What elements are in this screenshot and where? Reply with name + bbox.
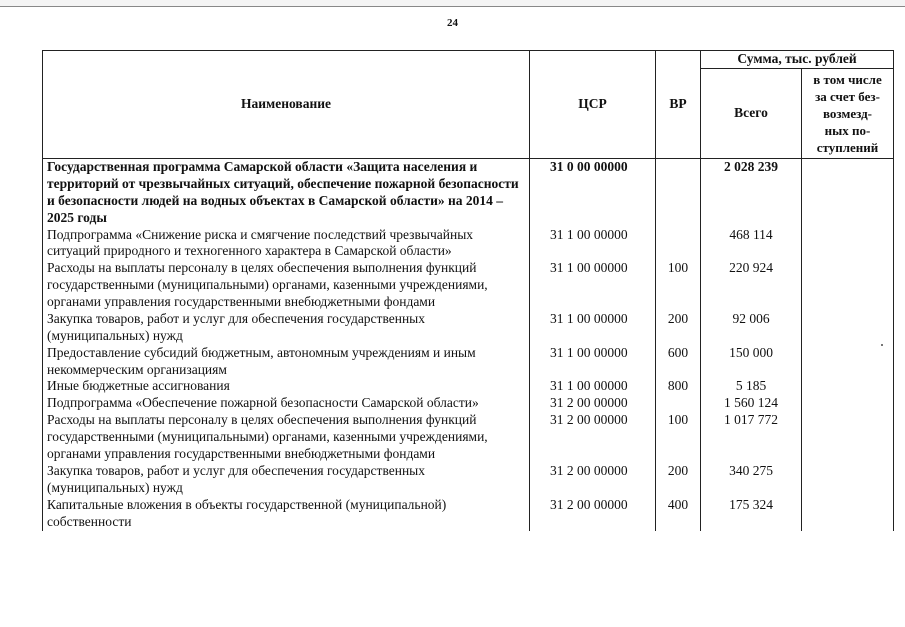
table-row [43, 227, 894, 261]
row-name: Подпрограмма «Обеспечение пожарной безопасности Самарской области» [43, 395, 530, 412]
header-total: Всего [701, 69, 802, 159]
row-including [802, 159, 894, 227]
row-vr [656, 395, 701, 412]
header-including-line: в том числе [813, 72, 882, 87]
header-vr: ВР [656, 51, 701, 159]
row-including [802, 260, 894, 311]
row-vr: 200 [656, 463, 701, 497]
row-vr [656, 159, 701, 227]
row-csr: 31 2 00 00000 [530, 497, 656, 531]
row-vr: 400 [656, 497, 701, 531]
table-row [43, 497, 894, 531]
table-row [43, 395, 894, 412]
scan-speck [881, 344, 883, 346]
row-name: Государственная программа Самарской области «Защита населения и территорий от чрезвычайных ситуаций, обеспечение пожарной безопасности и безопасности людей на водных объектах в Самарской области» на 2014 – 2025 годы [43, 159, 530, 227]
row-total: 150 000 [701, 345, 802, 379]
header-including-line: возмезд- [823, 106, 872, 121]
row-total: 468 114 [701, 227, 802, 261]
scan-top-edge [0, 0, 905, 7]
row-csr: 31 1 00 00000 [530, 227, 656, 261]
row-name: Иные бюджетные ассигнования [43, 378, 530, 395]
row-including [802, 378, 894, 395]
row-name: Закупка товаров, работ и услуг для обеспечения государственных (муниципальных) нужд [43, 463, 530, 497]
row-including [802, 345, 894, 379]
header-including [802, 69, 894, 159]
row-csr: 31 2 00 00000 [530, 395, 656, 412]
row-csr: 31 2 00 00000 [530, 463, 656, 497]
row-total: 92 006 [701, 311, 802, 345]
row-including [802, 497, 894, 531]
row-csr: 31 2 00 00000 [530, 412, 656, 463]
row-including [802, 227, 894, 261]
table-row [43, 378, 894, 395]
header-including-line: ступлений [816, 140, 879, 155]
row-vr: 100 [656, 260, 701, 311]
table-row [43, 412, 894, 463]
header-including-line: за счет без- [815, 89, 880, 104]
row-name: Подпрограмма «Снижение риска и смягчение последствий чрезвычайных ситуаций природного и техногенного характера в Самарской области» [43, 227, 530, 261]
row-total: 220 924 [701, 260, 802, 311]
row-vr: 800 [656, 378, 701, 395]
row-name: Закупка товаров, работ и услуг для обеспечения государственных (муниципальных) нужд [43, 311, 530, 345]
table-row [43, 463, 894, 497]
row-vr: 100 [656, 412, 701, 463]
header-sum-group: Сумма, тыс. рублей [701, 51, 894, 69]
header-csr: ЦСР [530, 51, 656, 159]
row-including [802, 395, 894, 412]
table-body [43, 159, 894, 531]
row-csr: 31 1 00 00000 [530, 311, 656, 345]
row-vr: 600 [656, 345, 701, 379]
row-vr [656, 227, 701, 261]
row-including [802, 463, 894, 497]
row-total: 2 028 239 [701, 159, 802, 227]
row-total: 340 275 [701, 463, 802, 497]
table-row [43, 311, 894, 345]
header-name: Наименование [43, 51, 530, 159]
row-name: Расходы на выплаты персоналу в целях обеспечения выполнения функций государственными (муниципальными) органами, казенными учреждениями, органами управления государственными внебюджетными фондами [43, 260, 530, 311]
row-including [802, 412, 894, 463]
row-vr: 200 [656, 311, 701, 345]
table-row [43, 345, 894, 379]
row-csr: 31 1 00 00000 [530, 378, 656, 395]
row-total: 1 560 124 [701, 395, 802, 412]
budget-table [42, 50, 894, 531]
page-number: 24 [447, 17, 458, 29]
row-csr: 31 0 00 00000 [530, 159, 656, 227]
row-name: Капитальные вложения в объекты государственной (муниципальной) собственности [43, 497, 530, 531]
table-row [43, 260, 894, 311]
table-header [43, 51, 894, 159]
row-including [802, 311, 894, 345]
header-including-line: ных по- [824, 123, 871, 138]
table-row [43, 159, 894, 227]
row-name: Предоставление субсидий бюджетным, автономным учреждениям и иным некоммерческим организациям [43, 345, 530, 379]
row-csr: 31 1 00 00000 [530, 345, 656, 379]
row-total: 175 324 [701, 497, 802, 531]
row-csr: 31 1 00 00000 [530, 260, 656, 311]
row-name: Расходы на выплаты персоналу в целях обеспечения выполнения функций государственными (муниципальными) органами, казенными учреждениями, органами управления государственными внебюджетными фондами [43, 412, 530, 463]
row-total: 1 017 772 [701, 412, 802, 463]
row-total: 5 185 [701, 378, 802, 395]
